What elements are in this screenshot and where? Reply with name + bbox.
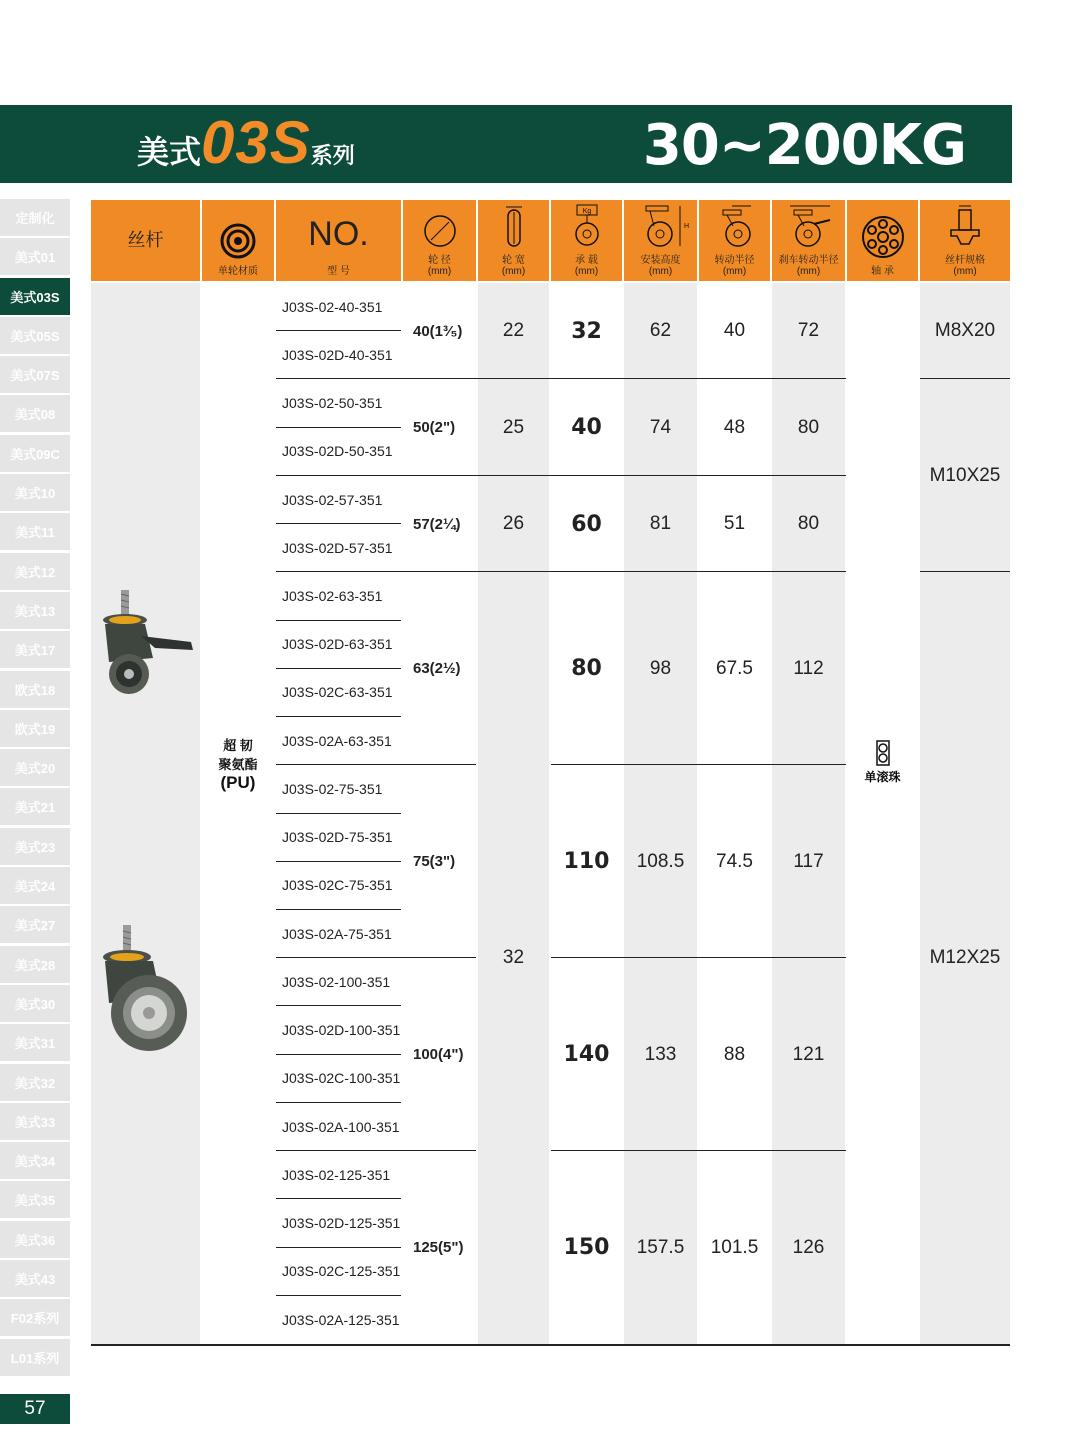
model-cell: J03S-02D-57-351 — [276, 524, 401, 572]
group-divider — [920, 571, 1010, 572]
material-column — [202, 283, 274, 1344]
material-text — [202, 735, 274, 793]
header-swivel-label: 转动半径 — [714, 255, 755, 266]
header-brake — [772, 200, 845, 281]
sidebar-item[interactable]: L01系列 — [0, 1339, 70, 1376]
load-cell: 140 — [563, 1042, 610, 1068]
brake-cell: 80 — [797, 416, 820, 438]
sidebar-item[interactable]: 美式07S — [0, 356, 70, 393]
material-line3: (PU) — [220, 773, 256, 792]
brake-cell: 72 — [797, 320, 820, 342]
title-prefix: 美式 — [137, 134, 202, 170]
model-cell: J03S-02-57-351 — [276, 476, 401, 524]
sidebar-item[interactable]: 美式36 — [0, 1221, 70, 1258]
swivel-cell: 101.5 — [710, 1236, 759, 1258]
sidebar-item[interactable]: F02系列 — [0, 1299, 70, 1336]
model-column — [276, 283, 401, 1344]
header-swivel — [699, 200, 770, 281]
header-no-label: NO. — [308, 215, 369, 253]
model-cell: J03S-02A-100-351 — [276, 1103, 401, 1151]
swivel-cell: 48 — [723, 416, 746, 438]
brake-cell: 117 — [793, 850, 824, 872]
header-model-label: 型 号 — [327, 266, 350, 277]
height-cell: 133 — [644, 1043, 677, 1065]
mount-height-icon — [632, 204, 690, 248]
width-column — [478, 283, 549, 1344]
model-cell: J03S-02D-50-351 — [276, 428, 401, 476]
sidebar-item[interactable]: 美式35 — [0, 1181, 70, 1218]
header-width-unit: (mm) — [501, 266, 526, 277]
sidebar-item[interactable]: 美式21 — [0, 788, 70, 825]
sidebar-item[interactable]: 美式28 — [0, 946, 70, 983]
single-ball-bearing-icon — [876, 740, 890, 766]
model-cell: J03S-02-50-351 — [276, 379, 401, 427]
group-divider — [551, 764, 846, 765]
height-cell: 157.5 — [636, 1236, 685, 1258]
header-brake-unit: (mm) — [796, 266, 821, 277]
sidebar-item[interactable]: 美式20 — [0, 749, 70, 786]
load-column — [551, 283, 622, 1344]
sidebar-item[interactable]: 定制化 — [0, 199, 70, 236]
swivel-column — [699, 283, 770, 1344]
sidebar-item[interactable]: 美式43 — [0, 1260, 70, 1297]
swivel-radius-icon — [713, 204, 757, 248]
series-title — [137, 109, 355, 176]
width-cell: 32 — [502, 947, 525, 969]
thread-cell: M10X25 — [929, 464, 1001, 486]
header-bearing — [847, 200, 918, 281]
header-swivel-unit: (mm) — [722, 266, 747, 277]
header-height-unit: (mm) — [648, 266, 673, 277]
diameter-cell: 57(2¼) — [413, 515, 461, 533]
load-cell: 60 — [571, 511, 602, 537]
header-thread-label: 丝杆规格 — [945, 255, 985, 266]
diameter-cell: 75(3") — [413, 853, 456, 871]
wheel-width-icon — [504, 204, 524, 248]
model-cell: J03S-02-40-351 — [276, 283, 401, 331]
sidebar-item[interactable]: 美式33 — [0, 1103, 70, 1140]
swivel-cell: 67.5 — [716, 657, 753, 679]
width-cell: 22 — [502, 320, 525, 342]
diameter-cell: 125(5") — [413, 1239, 464, 1257]
sidebar-item[interactable]: 美式09C — [0, 435, 70, 472]
sidebar-item[interactable]: 美式27 — [0, 906, 70, 943]
bearing-icon — [861, 215, 905, 259]
height-cell: 98 — [649, 657, 672, 679]
model-cell: J03S-02-75-351 — [276, 765, 401, 813]
thread-column — [920, 283, 1010, 1344]
header-banner — [0, 105, 1012, 183]
sidebar-item[interactable]: 欧式19 — [0, 710, 70, 747]
brake-column — [772, 283, 845, 1344]
header-bearing-label: 轴 承 — [871, 266, 894, 277]
group-divider — [276, 378, 846, 379]
sidebar-item[interactable]: 美式03S — [0, 278, 70, 315]
model-cell: J03S-02A-75-351 — [276, 910, 401, 958]
diameter-column — [403, 283, 476, 1344]
group-divider — [551, 1150, 846, 1151]
thread-spec-icon — [945, 204, 985, 248]
swivel-cell: 40 — [723, 320, 746, 342]
brake-cell: 126 — [792, 1236, 825, 1258]
header-thread — [920, 200, 1010, 281]
diameter-icon — [423, 214, 457, 248]
diameter-cell: 100(4") — [413, 1046, 464, 1064]
diameter-cell: 50(2") — [413, 419, 456, 437]
group-divider — [276, 475, 846, 476]
load-cell: 32 — [571, 318, 602, 344]
header-height — [624, 200, 697, 281]
thread-cell: M8X20 — [934, 320, 996, 342]
height-cell: 108.5 — [636, 850, 685, 872]
brake-cell: 80 — [797, 513, 820, 535]
load-cell: 110 — [563, 849, 610, 875]
sidebar-item[interactable]: 美式17 — [0, 631, 70, 668]
brake-cell: 112 — [793, 657, 824, 679]
load-range: 30~200KG — [642, 113, 966, 178]
group-divider — [920, 378, 1010, 379]
sidebar-item[interactable]: 美式23 — [0, 828, 70, 865]
swivel-cell: 51 — [723, 513, 746, 535]
bearing-column — [847, 283, 918, 1344]
header-model — [276, 200, 401, 281]
header-diameter — [403, 200, 476, 281]
sidebar-item[interactable]: 欧式18 — [0, 671, 70, 708]
material-line1: 超 韧 — [223, 738, 253, 753]
model-cell: J03S-02A-63-351 — [276, 717, 401, 765]
diameter-cell: 40(1³⁄₅) — [413, 322, 463, 340]
header-diameter-label: 轮 径 — [428, 255, 451, 266]
caster-with-brake-image — [95, 588, 201, 698]
image-column — [91, 283, 200, 1344]
title-series: 03S — [201, 109, 311, 176]
header-material-label: 单轮材质 — [218, 266, 258, 277]
material-line2: 聚氨酯 — [218, 757, 258, 772]
header-material — [202, 200, 274, 281]
svg-text:Kg: Kg — [582, 208, 591, 215]
brake-cell: 121 — [792, 1043, 825, 1065]
group-divider — [276, 571, 846, 572]
sidebar-item[interactable]: 美式01 — [0, 238, 70, 275]
sidebar-item[interactable]: 美式31 — [0, 1024, 70, 1061]
model-cell: J03S-02-125-351 — [276, 1151, 401, 1199]
page-number: 57 — [0, 1394, 70, 1424]
svg-text:H: H — [683, 223, 689, 230]
wheel-target-icon — [220, 223, 256, 259]
height-cell: 81 — [649, 513, 672, 535]
table-bottom-rule — [91, 1344, 1010, 1346]
sidebar-item[interactable]: 美式05S — [0, 317, 70, 354]
height-cell: 74 — [649, 416, 672, 438]
brake-radius-icon — [780, 204, 838, 248]
load-cell: 80 — [571, 656, 602, 682]
model-cell: J03S-02D-100-351 — [276, 1006, 401, 1054]
model-cell: J03S-02D-125-351 — [276, 1199, 401, 1247]
header-load-label: 承 载 — [575, 255, 598, 266]
load-cell: 40 — [571, 415, 602, 441]
model-cell: J03S-02-100-351 — [276, 958, 401, 1006]
model-cell: J03S-02D-75-351 — [276, 814, 401, 862]
model-cell: J03S-02-63-351 — [276, 572, 401, 620]
sidebar-item[interactable]: 美式08 — [0, 395, 70, 432]
bearing-value: 单滚珠 — [864, 770, 901, 784]
model-cell: J03S-02A-125-351 — [282, 1311, 400, 1328]
swivel-cell: 74.5 — [716, 850, 753, 872]
group-divider — [276, 957, 476, 958]
swivel-cell: 88 — [723, 1043, 746, 1065]
header-thread-unit: (mm) — [953, 266, 977, 277]
title-suffix: 系列 — [310, 143, 355, 168]
load-cell: 150 — [563, 1235, 610, 1261]
model-cell: J03S-02C-125-351 — [276, 1248, 401, 1296]
header-width — [478, 200, 549, 281]
thread-cell: M12X25 — [929, 947, 1001, 969]
sidebar-item[interactable]: 美式10 — [0, 474, 70, 511]
group-divider — [276, 1150, 476, 1151]
sidebar-item[interactable]: 美式13 — [0, 592, 70, 629]
series-sidebar — [0, 199, 70, 1378]
sidebar-item[interactable]: 美式11 — [0, 513, 70, 550]
sidebar-item[interactable]: 美式32 — [0, 1064, 70, 1101]
header-stem-label: 丝杆 — [127, 229, 164, 250]
model-cell: J03S-02D-63-351 — [276, 621, 401, 669]
sidebar-item[interactable]: 美式12 — [0, 553, 70, 590]
model-cell: J03S-02C-75-351 — [276, 862, 401, 910]
width-cell: 26 — [502, 513, 525, 535]
height-column — [624, 283, 697, 1344]
group-divider — [276, 764, 476, 765]
bearing-cell — [847, 740, 918, 785]
load-weight-icon — [569, 204, 605, 248]
header-brake-label: 刹车转动半径 — [778, 255, 839, 266]
caster-swivel-image — [99, 923, 199, 1053]
model-cell: J03S-02C-100-351 — [276, 1055, 401, 1103]
header-width-label: 轮 宽 — [502, 255, 525, 266]
width-cell: 25 — [502, 416, 525, 438]
sidebar-item[interactable]: 美式24 — [0, 867, 70, 904]
header-load — [551, 200, 622, 281]
diameter-cell: 63(2½) — [413, 660, 461, 678]
header-diameter-unit: (mm) — [427, 266, 452, 277]
spec-table — [91, 200, 1010, 1346]
model-cell: J03S-02D-40-351 — [276, 331, 401, 379]
header-stem — [91, 200, 200, 281]
model-cell: J03S-02C-63-351 — [276, 669, 401, 717]
header-load-unit: (mm) — [574, 266, 599, 277]
group-divider — [551, 957, 846, 958]
header-height-label: 安装高度 — [640, 255, 681, 266]
height-cell: 62 — [649, 320, 672, 342]
sidebar-item[interactable]: 美式34 — [0, 1142, 70, 1179]
sidebar-item[interactable]: 美式30 — [0, 985, 70, 1022]
